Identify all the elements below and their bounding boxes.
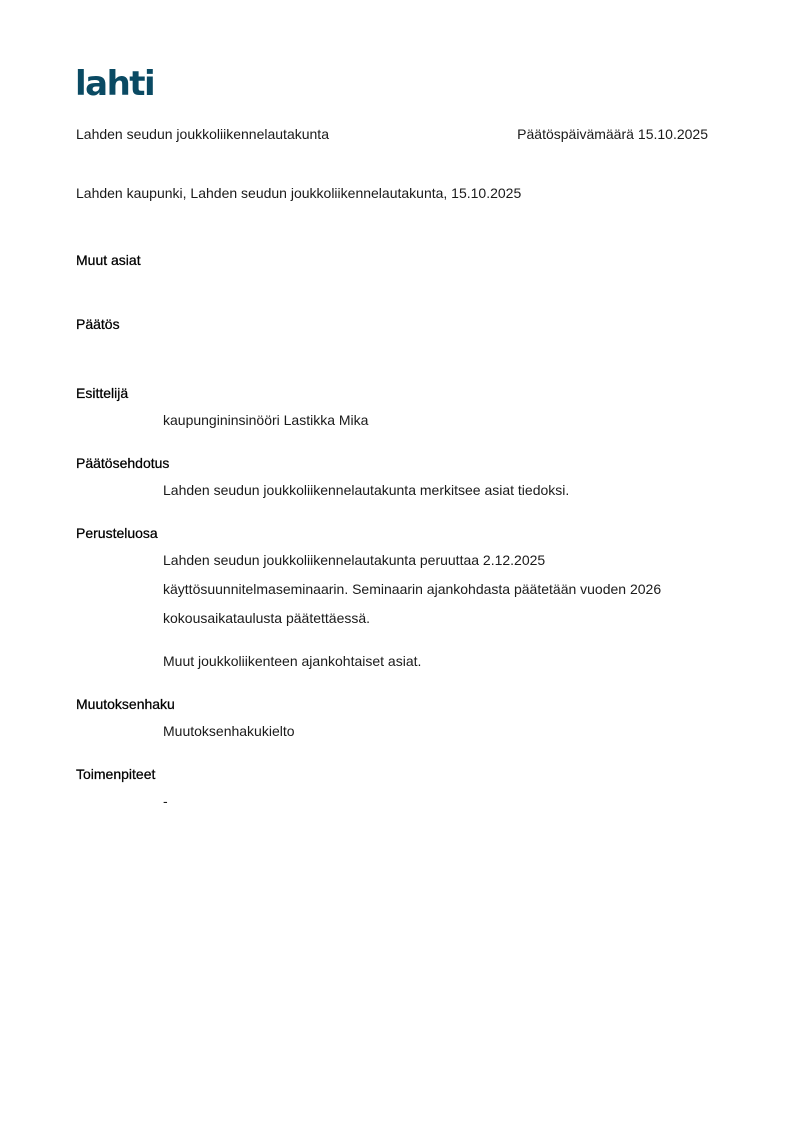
toimenpiteet-text: - bbox=[163, 793, 168, 809]
heading-paatosehdotus: Päätösehdotus bbox=[76, 455, 170, 471]
esittelija-text: kaupungininsinööri Lastikka Mika bbox=[163, 412, 369, 428]
organization-line: Lahden kaupunki, Lahden seudun joukkoliikennelautakunta, 15.10.2025 bbox=[76, 185, 522, 201]
decision-date-value: 15.10.2025 bbox=[637, 126, 708, 142]
heading-esittelija: Esittelijä bbox=[76, 385, 129, 401]
lahti-logo bbox=[75, 64, 167, 100]
paatosehdotus-text: Lahden seudun joukkoliikennelautakunta merkitsee asiat tiedoksi. bbox=[163, 482, 570, 498]
decision-date-label: Päätöspäivämäärä bbox=[517, 126, 634, 142]
heading-muut-asiat: Muut asiat bbox=[76, 252, 141, 268]
committee-name: Lahden seudun joukkoliikennelautakunta bbox=[76, 126, 329, 142]
perusteluosa-line-1: Lahden seudun joukkoliikennelautakunta peruuttaa 2.12.2025 bbox=[163, 552, 546, 568]
heading-perusteluosa: Perusteluosa bbox=[76, 525, 158, 541]
perusteluosa-line-3: kokousaikataulusta päätettäessä. bbox=[163, 610, 371, 626]
muutoksenhaku-text: Muutoksenhakukielto bbox=[163, 723, 295, 739]
heading-toimenpiteet: Toimenpiteet bbox=[76, 766, 156, 782]
perusteluosa-extra: Muut joukkoliikenteen ajankohtaiset asiat. bbox=[163, 653, 422, 669]
heading-paatos: Päätös bbox=[76, 316, 120, 332]
perusteluosa-line-2: käyttösuunnitelmaseminaarin. Seminaarin ajankohdasta päätetään vuoden 2026 bbox=[163, 581, 662, 597]
svg-text:lahti: lahti bbox=[75, 64, 155, 100]
decision-date bbox=[517, 125, 708, 143]
heading-muutoksenhaku: Muutoksenhaku bbox=[76, 696, 175, 712]
